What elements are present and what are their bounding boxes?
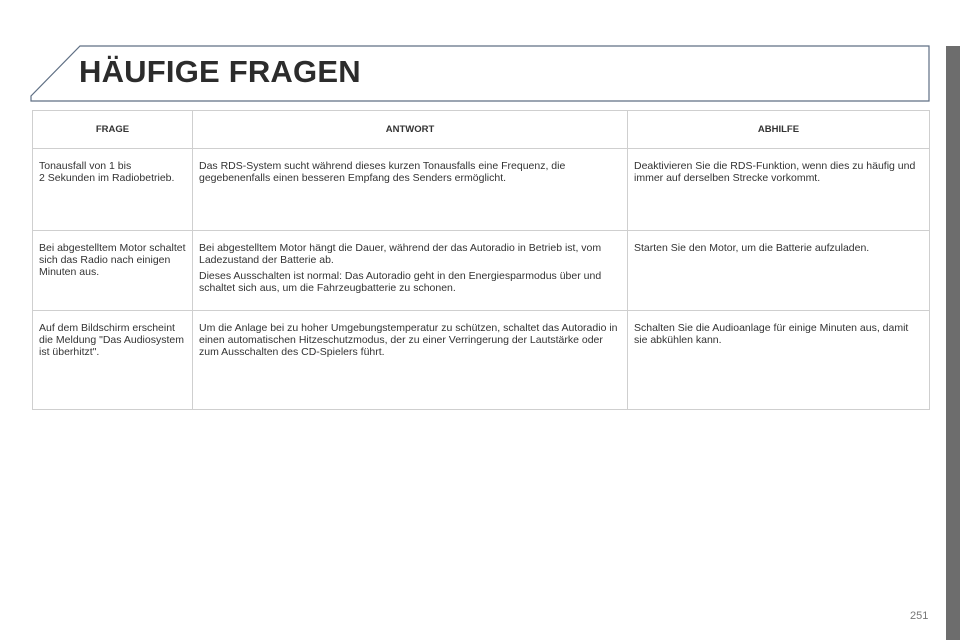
frage-text: Tonausfall von 1 bis 2 Sekunden im Radiobetrieb. (39, 160, 175, 184)
antwort-text: Dieses Ausschalten ist normal: Das Autoradio geht in den Energiesparmodus über und schaltet sich aus, um die Fahrzeugbatterie zu schonen. (199, 270, 602, 294)
antwort-text: Das RDS-System sucht während dieses kurzen Tonausfalls eine Frequenz, die gegebenenfalls einen besseren Empfang des Senders ermöglicht. (199, 160, 566, 184)
antwort-text: Bei abgestelltem Motor hängt die Dauer, während der das Autoradio in Betrieb ist, vom Ladezustand der Batterie ab. (199, 242, 602, 266)
column-header-abhilfe: ABHILFE (628, 111, 930, 149)
page-edge-bar (946, 46, 960, 640)
frage-cell (33, 149, 193, 231)
frage-cell (33, 231, 193, 311)
antwort-text: Um die Anlage bei zu hoher Umgebungstemperatur zu schützen, schaltet das Autoradio in einen automatischen Hitzeschutzmodus, der zu einer Verringerung der Lautstärke oder zum Ausschalten des CD-Spielers führt. (199, 322, 618, 358)
table-header-row (33, 111, 930, 149)
abhilfe-text: Starten Sie den Motor, um die Batterie aufzuladen. (634, 242, 870, 254)
antwort-cell (193, 311, 628, 410)
table-row (33, 149, 930, 231)
table-row (33, 311, 930, 410)
frage-cell (33, 311, 193, 410)
page-number: 251 (910, 610, 929, 622)
column-header-antwort: ANTWORT (193, 111, 628, 149)
abhilfe-cell (628, 231, 930, 311)
frage-text: Bei abgestelltem Motor schaltet sich das Radio nach einigen Minuten aus. (39, 242, 186, 278)
abhilfe-text: Deaktivieren Sie die RDS-Funktion, wenn dies zu häufig und immer auf derselben Strecke vorkommt. (634, 160, 916, 184)
faq-table (32, 110, 930, 410)
abhilfe-cell (628, 149, 930, 231)
frage-text: Auf dem Bildschirm erscheint die Meldung "Das Audiosystem ist überhitzt". (39, 322, 184, 358)
column-header-frage: FRAGE (33, 111, 193, 149)
page-title: HÄUFIGE FRAGEN (79, 54, 361, 89)
table-row (33, 231, 930, 311)
antwort-cell (193, 231, 628, 311)
antwort-cell (193, 149, 628, 231)
abhilfe-cell (628, 311, 930, 410)
abhilfe-text: Schalten Sie die Audioanlage für einige Minuten aus, damit sie abkühlen kann. (634, 322, 909, 346)
